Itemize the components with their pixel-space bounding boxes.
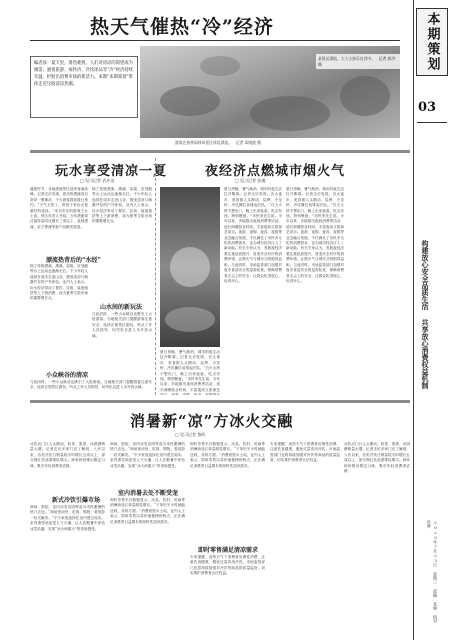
article3-text1b: 冰饮店门口人头攒动，奶茶、果茶、冰淇淋销量大增。记者走访多家门店了解到，入伏以来，各类冷饮日销量较平时增长五成以上，部分网红饮品需排队购买。商家纷纷推出限定口味，吸引年轻消费者尝鲜。 xyxy=(344,442,410,474)
article1-text3: 与此同时，一些小众峡谷也吸引了大批游客。当地相关部门提醒游客注意安全，选择正规景区游玩，听从工作人员指导，切勿私自进入未开放水域。 xyxy=(30,380,152,390)
page-number-rule xyxy=(417,122,447,123)
lead-title-rule xyxy=(30,40,400,41)
article3-text1: 冰饮店门口人头攒动，奶茶、果茶、冰淇淋销量大增。记者走访多家门店了解到，入伏以来，各类冷饮日销量较平时增长五成以上，部分网红饮品需排队购买。商家纷纷推出限定口味，吸引年轻消费者尝鲜。 xyxy=(30,442,105,468)
article1-byline: □ 见习记者 武亦洁 xyxy=(80,178,115,183)
article3-body-col2 xyxy=(110,442,185,484)
article1-body-col2b xyxy=(92,312,152,367)
article1-subhead-1: 漂流热背后的“水经” xyxy=(46,257,101,264)
article3-text2: 商场、影院、室内冰雪乐园等成为市民避暑的热门去处。“商场里凉快，吃饭、购物、看电影一站式解决。”不少家庭选择在室内度过周末。室内滑雪场更是人气火爆，让人在酷暑中体验冰雪乐趣，实现“冰火两重天”的奇妙感受。 xyxy=(30,505,105,531)
article3-text3: 即时零售平台数据显示，冰品、饮料、风扇等消暑商品订单量明显增长。“下单后半小时就能送到，非常方便。”消费者张女士说。业内人士表示，即时零售以其快速便捷的特点，正在满足消费者日益增长的即时性清凉需求。 xyxy=(190,442,265,468)
article3-title: 消暑新“凉”方冰火交融 xyxy=(130,412,294,430)
article3-subhead-1: 新式冷饮引爆市场 xyxy=(52,497,101,504)
article3-body-col2b xyxy=(110,498,185,630)
lead-headline: 热天气催热“冷”经济 xyxy=(90,16,274,38)
article3-body-col1 xyxy=(30,442,105,492)
lead-photo-caption: 游客在热带雨林风景区体验漂流。 记者 章晓波 摄 xyxy=(175,140,261,145)
side-slogan: 构建放心安全品质生活 共享放心消费权益机制 xyxy=(421,240,430,389)
article1-text1: 盛夏时节，各地漂流景区迎来客流高峰。记者走访发现，周末的漂流项目常常一票难求，不少游客提前数日预约。“天气太热了，带孩子来玩水是最好的选择。”来自市区的游客王女士说。景区负责人介绍，今年漂流项目接待量同比增长三成以上，夜间漂流、亲子漂流等新产品颇受欢迎。 xyxy=(30,187,88,229)
lead-section xyxy=(0,0,413,148)
article3-text4b: 专家提醒，炎热天气下消费者应理性消费，注意饮食健康，避免过量食用冷饮。市场监管部门也将持续加强对冷饮等商品的质量监管，切实维护消费者合法权益。 xyxy=(190,555,265,576)
editor-note-box xyxy=(30,56,138,118)
section-label-box xyxy=(416,8,448,76)
column-separator-1 xyxy=(155,158,156,395)
article3-body-col3 xyxy=(190,442,265,540)
article3-body-col5 xyxy=(344,442,410,630)
article3-text4: 专家提醒，炎热天气下消费者应理性消费，注意饮食健康，避免过量食用冷饮。市场监管部门也将持续加强对冷饮等商品的质量监管，切实维护消费者合法权益。 xyxy=(270,442,340,463)
article1-text3b: 与此同时，一些小众峡谷也吸引了大批游客。当地相关部门提醒游客注意安全，选择正规景区游玩，听从工作人员指导，切勿私自进入未开放水域。 xyxy=(92,312,152,338)
article3-body-col4 xyxy=(270,442,340,630)
article1-subhead-2: 山水间的新玩法 xyxy=(100,304,143,311)
article2-text: 夏日傍晚，暑气渐消，城市的夜生活拉开帷幕。记者走访发现，各大夜市、美食街人头攒动，烧烤、小龙虾、冷饮摊位前排起长队。“白天太热不想出门，晚上出来逛逛、吃点东西，特别惬意。”市民李先生说。今年以来，多地推出夜间消费季活动，延长商圈营业时间，丰富夜间文旅演艺项目。夜游、夜购、夜食、夜娱等业态融合发展，不仅满足了市民多元化的消费需求，也为城市经济注入了新动能。有关专家认为，发展夜经济要注重品质提升，营造安全有序的消费环境，让烟火气与城市文明相得益彰。与此同时，市场监管部门加强对夜市食品安全的巡查检查，保障消费者舌尖上的安全，让群众吃得放心、玩得开心。 xyxy=(224,187,282,283)
article1-body-col1c xyxy=(30,380,152,395)
section-label: 本期策划 xyxy=(424,12,440,72)
article3-body-col1b xyxy=(30,505,105,630)
section-divider-bar-2 xyxy=(30,400,410,403)
section-divider-bar xyxy=(30,150,410,153)
article3-byline: □ 见习记者 鲁昕 xyxy=(175,432,206,437)
editor-note: 编者按：夏天里，暑热难熬，人们对清凉的渴望成为刚需。避暑旅游、夜经济、冷饮冰品等“冷”经济持续升温，折射出消费市场的新活力。本期“本期策划”带你走近这股清凉热潮。 xyxy=(34,61,133,87)
article3-body-col3b xyxy=(190,555,265,630)
article2-body-col0 xyxy=(160,350,220,395)
article2-title: 夜经济点燃城市烟火气 xyxy=(205,164,346,179)
lead-photo-caption-top-text: 某景区漂流，大人小孩乐在其中。 记者 郭洪 摄 xyxy=(318,56,396,67)
article3-text2b: 商场、影院、室内冰雪乐园等成为市民避暑的热门去处。“商场里凉快，吃饭、购物、看电影一站式解决。”不少家庭选择在室内度过周末。室内滑雪场更是人气火爆，让人在酷暑中体验冰雪乐趣，实现“冰火两重天”的奇妙感受。 xyxy=(110,442,185,468)
article3-subhead-2: 室内消暑去处不断受宠 xyxy=(118,490,179,497)
article2-body-col1 xyxy=(224,187,282,395)
article1-body-col2 xyxy=(92,187,152,299)
article2-photo xyxy=(160,187,220,347)
page-number: 03 xyxy=(418,100,437,115)
article2-text-cont: 夏日傍晚，暑气渐消，城市的夜生活拉开帷幕。记者走访发现，各大夜市、美食街人头攒动，烧烤、小龙虾、冷饮摊位前排起长队。“白天太热不想出门，晚上出来逛逛、吃点东西，特别惬意。”市民李先生说。今年以来，多地推出夜间消费季活动，延长商圈营业时间，丰富夜间文旅演艺项目。夜游、夜购、夜食、夜娱等业态融合发展，不仅满足了市民多元化的消费需求，也为城市经济注入了新动能。有关专家认为，发展夜经济要注重品质提升，营造安全有序的消费环境，让烟火气与城市文明相得益彰。与此同时，市场监管部门加强对夜市食品安全的巡查检查，保障消费者舌尖上的安全，让群众吃得放心、玩得开心。 xyxy=(286,187,344,283)
section-sidebar xyxy=(413,0,450,640)
article1-text2: 除了传统漂流，溯溪、桨板、皮划艇等水上运动也逐渐走红。不少年轻人选择在周末走进山谷，感受清凉与刺激并存的户外体验。业内人士表示，玩水经济带动了餐饮、住宿、装备租赁等上下游消费，成为夏季文旅市场的重要增长点。 xyxy=(30,264,88,301)
article1-subhead-3: 小众峡谷的清凉 xyxy=(46,372,89,379)
article3-subhead-3: 即时零售满足清凉需求 xyxy=(198,547,259,554)
article1-text2b: 除了传统漂流，溯溪、桨板、皮划艇等水上运动也逐渐走红。不少年轻人选择在周末走进山谷，感受清凉与刺激并存的户外体验。业内人士表示，玩水经济带动了餐饮、住宿、装备租赁等上下游消费，成为夏季文旅市场的重要增长点。 xyxy=(92,187,152,224)
article1-title: 玩水享受清凉一夏 xyxy=(55,164,168,179)
article3-text3b: 即时零售平台数据显示，冰品、饮料、风扇等消暑商品订单量明显增长。“下单后半小时就能送到，非常方便。”消费者张女士说。业内人士表示，即时零售以其快速便捷的特点，正在满足消费者日益增长的即时性清凉需求。 xyxy=(110,498,185,524)
article2-body-col2 xyxy=(286,187,344,395)
article2-text-lead: 夏日傍晚，暑气渐消，城市的夜生活拉开帷幕。记者走访发现，各大夜市、美食街人头攒动，烧烤、小龙虾、冷饮摊位前排起长队。“白天太热不想出门，晚上出来逛逛、吃点东西，特别惬意。”市民李先生说。今年以来，多地推出夜间消费季活动，延长商圈营业时间，丰富夜间文旅演艺 xyxy=(160,350,220,392)
article2-byline: □ 见习记者 彭湘 xyxy=(235,178,266,183)
side-footer: 2025年7月23日 星期三 责编 张丽 校对 杜辉 xyxy=(427,520,438,623)
lead-photo-caption-top xyxy=(316,54,400,69)
